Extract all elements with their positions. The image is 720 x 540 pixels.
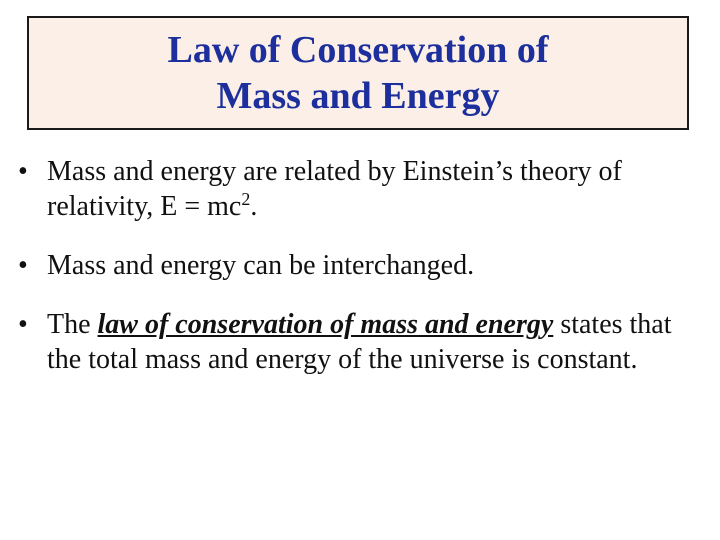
bullet-icon: • [18, 309, 28, 340]
slide-title-line-1: Law of Conservation of [167, 29, 549, 71]
bullet-icon: • [18, 250, 28, 281]
bullet-item-interchange [18, 248, 708, 283]
bullet-item-law [18, 307, 708, 377]
bullet-item-relativity [18, 154, 708, 224]
superscript-exponent: 2 [241, 189, 251, 209]
bullet-icon: • [18, 156, 28, 187]
law-term-emphasis: law of conservation of mass and energy [97, 309, 554, 340]
slide-title-line-2: Mass and Energy [216, 75, 500, 117]
bullet-list [18, 154, 708, 401]
bullet-text-end: . [250, 191, 258, 222]
bullet-text: Mass and energy can be interchanged. [47, 250, 475, 281]
bullet-text-end: states that the total mass and energy of the universe is constant. [47, 309, 672, 375]
bullet-text-start: The [47, 309, 98, 340]
bullet-text: Mass and energy are related by Einstein’s theory of relativity, E = mc [47, 156, 622, 222]
title-box [27, 16, 689, 130]
